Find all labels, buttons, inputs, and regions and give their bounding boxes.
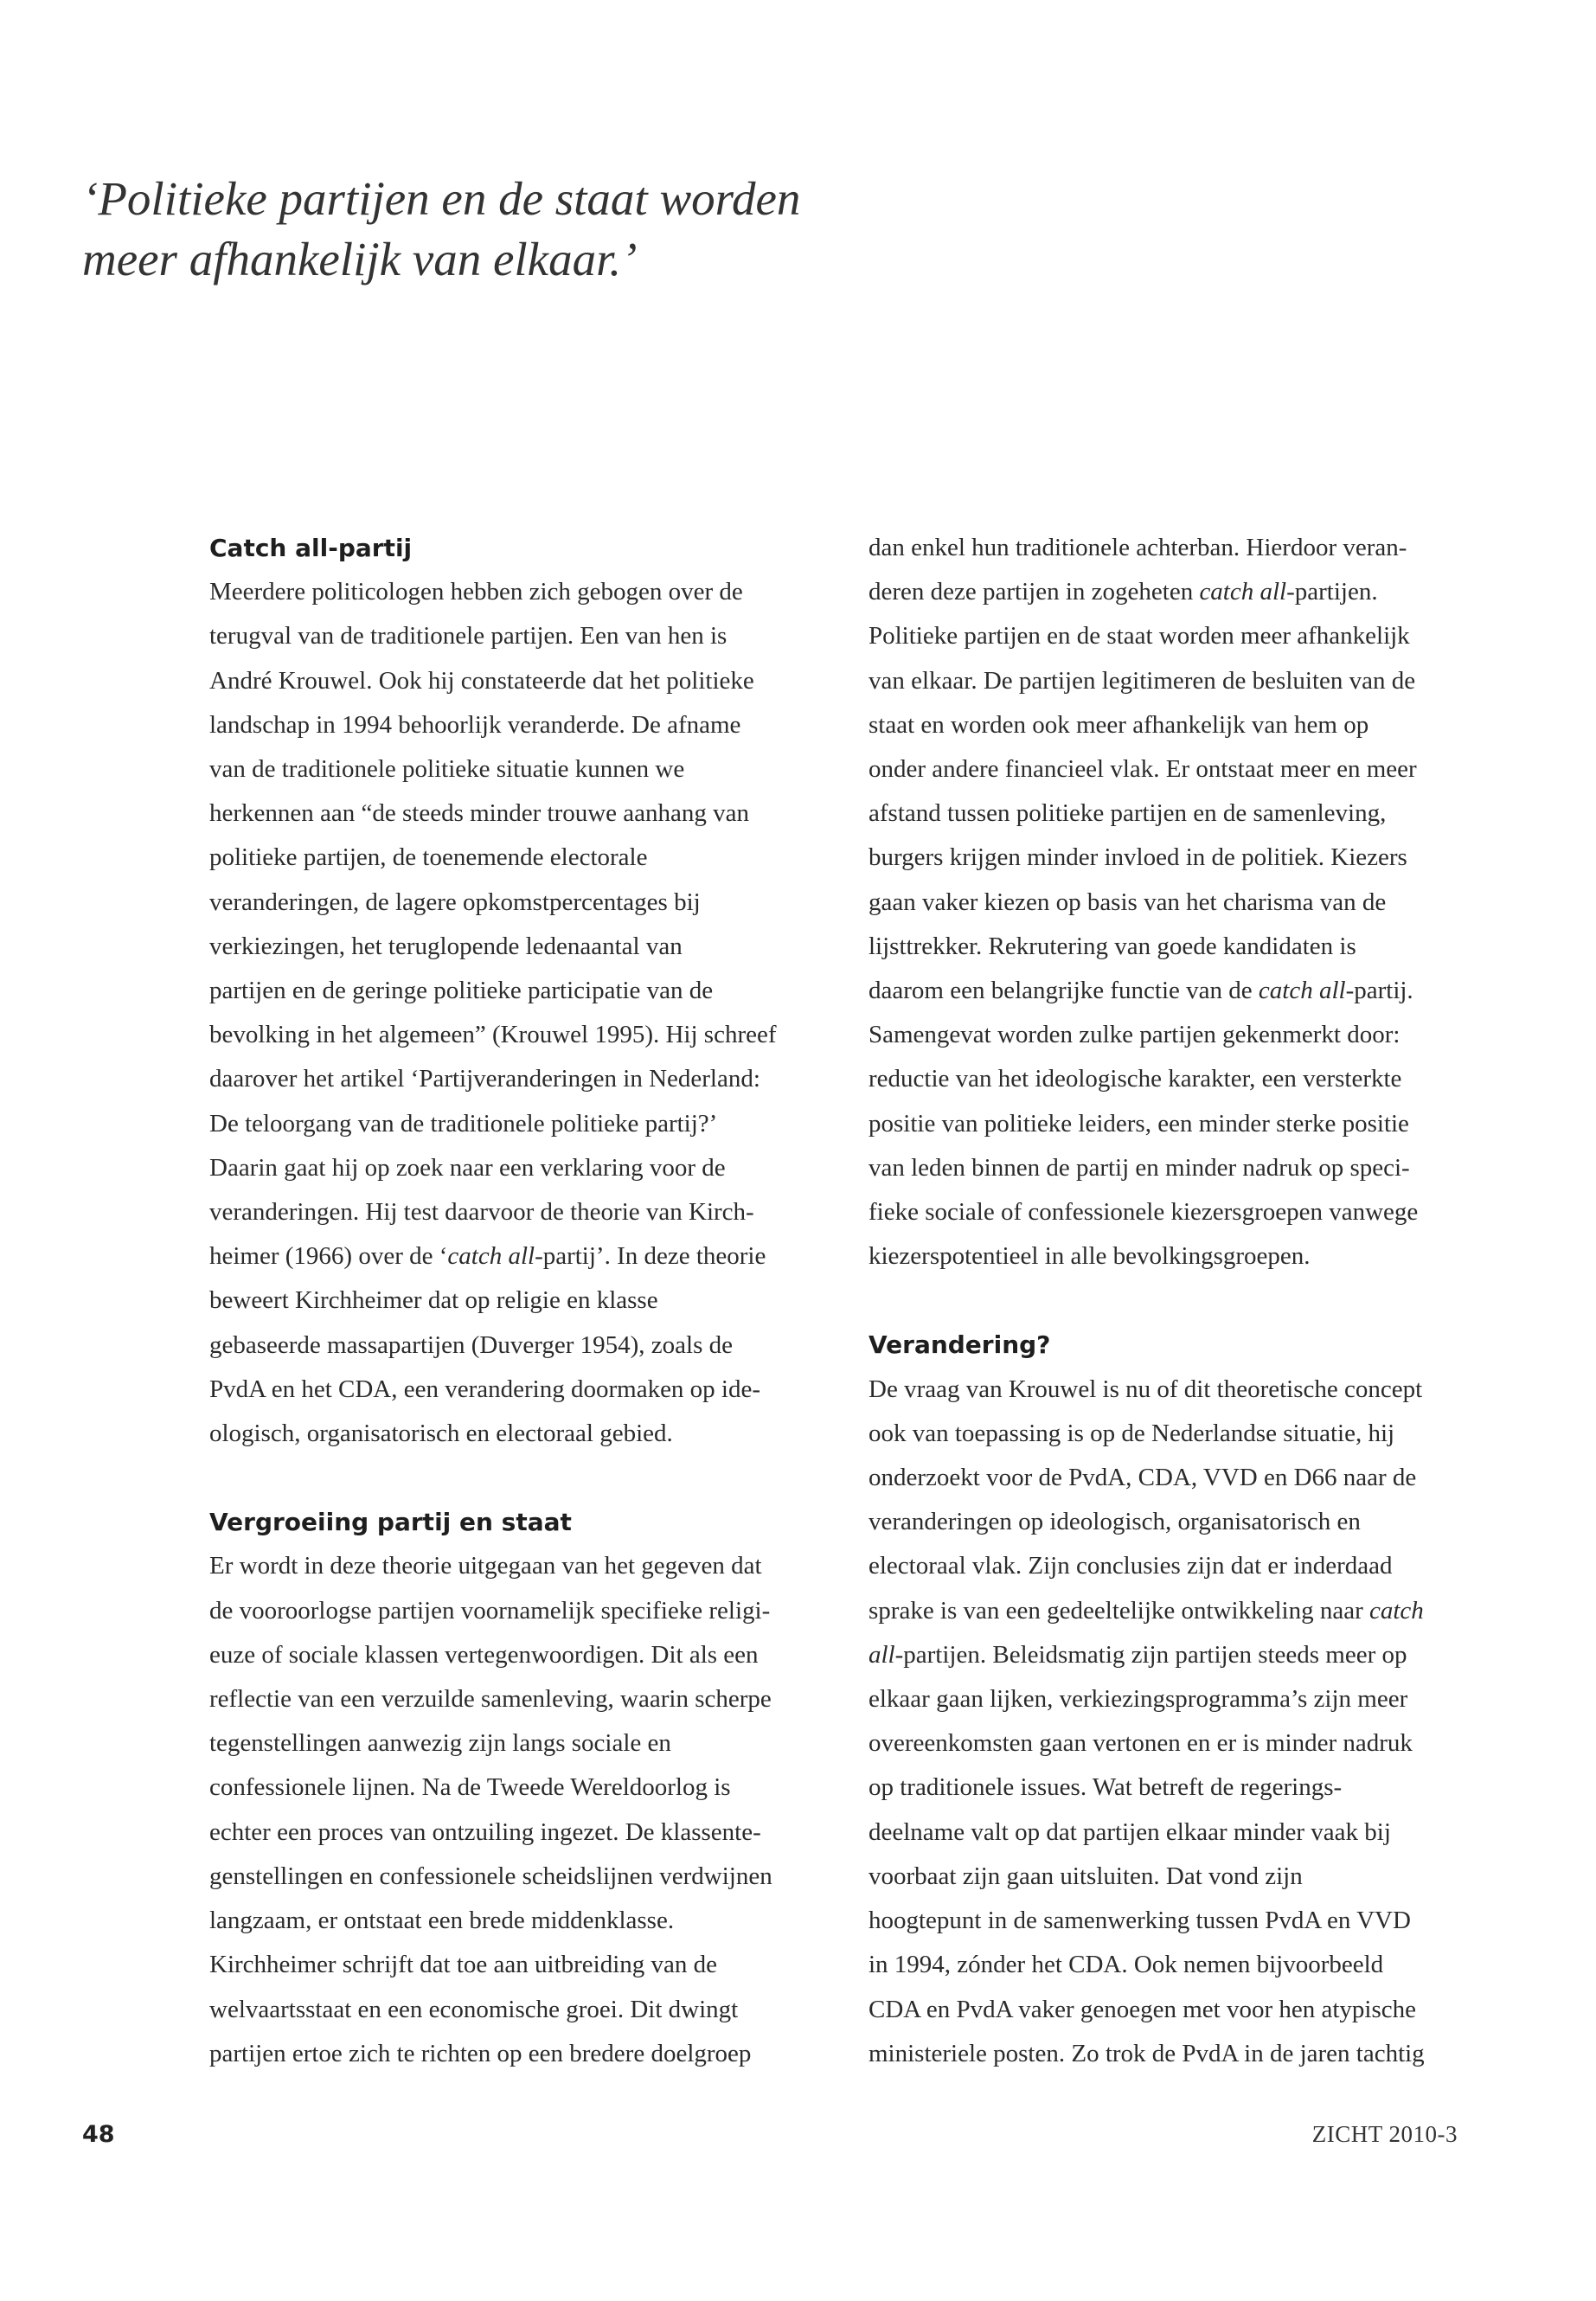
text-line: PvdA en het CDA, een verandering doormaken op ide- <box>209 1375 761 1403</box>
text-line: staat en worden ook meer afhankelijk van hem op <box>869 710 1369 739</box>
text-line: echter een proces van ontzuiling ingezet. De klassente- <box>209 1817 761 1846</box>
paragraph-catch-all <box>209 570 806 1456</box>
text-line: CDA en PvdA vaker genoegen met voor hen atypische <box>869 1995 1417 2023</box>
text-line: Meerdere politicologen hebben zich gebogen over de <box>209 578 743 606</box>
text-line: burgers krijgen minder invloed in de politiek. Kiezers <box>869 843 1407 872</box>
italic-term: catch all <box>447 1242 535 1271</box>
text-line: de vooroorlogse partijen voornamelijk specifieke religi- <box>209 1596 771 1625</box>
text-line: van leden binnen de partij en minder nadruk op speci- <box>869 1153 1410 1182</box>
text-line: onderzoekt voor de PvdA, CDA, VVD en D66 naar de <box>869 1464 1417 1492</box>
text-line: veranderingen, de lagere opkomstpercentages bij <box>209 888 701 916</box>
text-line: in 1994, zónder het CDA. Ook nemen bijvoorbeeld <box>869 1951 1384 1979</box>
text-line <box>869 570 1465 614</box>
text-fragment: deren deze partijen in zogeheten <box>869 578 1200 606</box>
right-column <box>869 526 1465 2076</box>
italic-term: all <box>869 1640 895 1669</box>
text-line: onder andere financieel vlak. Er ontstaat meer en meer <box>869 755 1417 784</box>
pull-quote <box>82 169 1034 290</box>
text-line: politieke partijen, de toenemende electorale <box>209 843 648 872</box>
text-fragment: sprake is van een gedeeltelijke ontwikkeling naar <box>869 1596 1369 1625</box>
text-line: langzaam, er ontstaat een brede middenklasse. <box>209 1907 675 1935</box>
text-fragment: daarom een belangrijke functie van de <box>869 977 1259 1005</box>
text-line: terugval van de traditionele partijen. Een van hen is <box>209 622 727 651</box>
page-number: 48 <box>82 2121 115 2148</box>
text-line <box>869 969 1465 1013</box>
text-line: confessionele lijnen. Na de Tweede Wereldoorlog is <box>209 1773 731 1802</box>
paragraph-continued <box>869 526 1465 1279</box>
italic-term: catch all <box>1199 578 1287 606</box>
text-line: lijsttrekker. Rekrutering van goede kandidaten is <box>869 932 1356 960</box>
text-fragment: heimer (1966) over de ‘ <box>209 1242 448 1271</box>
text-fragment: -partijen. <box>1286 578 1378 606</box>
text-line: electoraal vlak. Zijn conclusies zijn dat er inderdaad <box>869 1552 1393 1580</box>
text-line: Samengevat worden zulke partijen gekenmerkt door: <box>869 1021 1401 1049</box>
text-line: Kirchheimer schrijft dat toe aan uitbreiding van de <box>209 1951 718 1979</box>
text-line: daarover het artikel ‘Partijveranderingen in Nederland: <box>209 1065 760 1093</box>
text-line: partijen en de geringe politieke participatie van de <box>209 977 714 1005</box>
text-line: Er wordt in deze theorie uitgegaan van het gegeven dat <box>209 1552 762 1580</box>
text-line: bevolking in het algemeen” (Krouwel 1995). Hij schreef <box>209 1021 777 1049</box>
section-heading-catch-all: Catch all-partij <box>209 534 413 562</box>
text-line: tegenstellingen aanwezig zijn langs sociale en <box>209 1729 671 1758</box>
text-line: Daarin gaat hij op zoek naar een verklaring voor de <box>209 1153 726 1182</box>
text-line: herkennen aan “de steeds minder trouwe aanhang van <box>209 799 750 828</box>
text-line: euze of sociale klassen vertegenwoordigen. Dit als een <box>209 1640 759 1669</box>
text-line: hoogtepunt in de samenwerking tussen PvdA en VVD <box>869 1907 1411 1935</box>
text-line <box>869 1633 1465 1677</box>
text-line: deelname valt op dat partijen elkaar minder vaak bij <box>869 1817 1391 1846</box>
text-fragment: -partij’. In deze theorie <box>535 1242 766 1271</box>
journal-footer: ZICHT 2010-3 <box>1311 2121 1458 2147</box>
text-line: fieke sociale of confessionele kiezersgroepen vanwege <box>869 1198 1419 1227</box>
text-line: partijen ertoe zich te richten op een bredere doelgroep <box>209 2039 752 2067</box>
text-fragment: -partijen. Beleidsmatig zijn partijen steeds meer op <box>894 1640 1407 1669</box>
text-line: ook van toepassing is op de Nederlandse situatie, hij <box>869 1419 1395 1447</box>
text-line: op traditionele issues. Wat betreft de regerings- <box>869 1773 1343 1802</box>
text-line: De teloorgang van de traditionele politieke partij?’ <box>209 1109 718 1138</box>
text-fragment: -partij. <box>1345 977 1413 1005</box>
text-line: Politieke partijen en de staat worden meer afhankelijk <box>869 622 1410 651</box>
text-line: overeenkomsten gaan vertonen en er is minder nadruk <box>869 1729 1413 1758</box>
text-line: beweert Kirchheimer dat op religie en klasse <box>209 1286 658 1315</box>
pull-quote-line-2: meer afhankelijk van elkaar.’ <box>82 233 638 285</box>
paragraph-vergroeiing <box>209 1544 806 2075</box>
text-line: welvaartsstaat en een economische groei. Dit dwingt <box>209 1995 739 2023</box>
text-line: veranderingen. Hij test daarvoor de theorie van Kirch- <box>209 1198 754 1227</box>
italic-term: catch <box>1368 1596 1424 1625</box>
text-line: reductie van het ideologische karakter, een versterkte <box>869 1065 1402 1093</box>
text-line: positie van politieke leiders, een minder sterke positie <box>869 1109 1409 1138</box>
text-line: voorbaat zijn gaan uitsluiten. Dat vond zijn <box>869 1862 1303 1890</box>
text-line: afstand tussen politieke partijen en de samenleving, <box>869 799 1387 828</box>
section-heading-verandering: Verandering? <box>869 1330 1051 1360</box>
paragraph-verandering <box>869 1368 1465 2076</box>
text-line <box>869 1589 1465 1633</box>
text-line: reflectie van een verzuilde samenleving, waarin scherpe <box>209 1685 772 1714</box>
text-line <box>209 1234 806 1279</box>
text-line: De vraag van Krouwel is nu of dit theoretische concept <box>869 1375 1423 1403</box>
left-column <box>209 526 806 2076</box>
text-line: André Krouwel. Ook hij constateerde dat het politieke <box>209 666 754 695</box>
text-line: van de traditionele politieke situatie kunnen we <box>209 755 685 784</box>
text-line: genstellingen en confessionele scheidslijnen verdwijnen <box>209 1862 772 1890</box>
text-line: ministeriele posten. Zo trok de PvdA in de jaren tachtig <box>869 2039 1425 2067</box>
text-line: ologisch, organisatorisch en electoraal gebied. <box>209 1420 673 1448</box>
text-line: van elkaar. De partijen legitimeren de besluiten van de <box>869 666 1416 695</box>
section-heading-vergroeiing: Vergroeiing partij en staat <box>209 1508 572 1537</box>
text-line: elkaar gaan lijken, verkiezingsprogramma’s zijn meer <box>869 1685 1408 1714</box>
text-line: verkiezingen, het teruglopende ledenaantal van <box>209 932 683 960</box>
text-line: gaan vaker kiezen op basis van het charisma van de <box>869 888 1387 916</box>
text-line: dan enkel hun traditionele achterban. Hierdoor veran- <box>869 534 1407 561</box>
italic-term: catch all <box>1258 977 1346 1005</box>
text-line: kiezerspotentieel in alle bevolkingsgroepen. <box>869 1242 1311 1271</box>
pull-quote-line-1: ‘Politieke partijen en de staat worden <box>82 172 801 225</box>
text-line: veranderingen op ideologisch, organisatorisch en <box>869 1508 1361 1536</box>
text-line: gebaseerde massapartijen (Duverger 1954), zoals de <box>209 1330 733 1359</box>
text-line: landschap in 1994 behoorlijk veranderde. De afname <box>209 710 741 739</box>
